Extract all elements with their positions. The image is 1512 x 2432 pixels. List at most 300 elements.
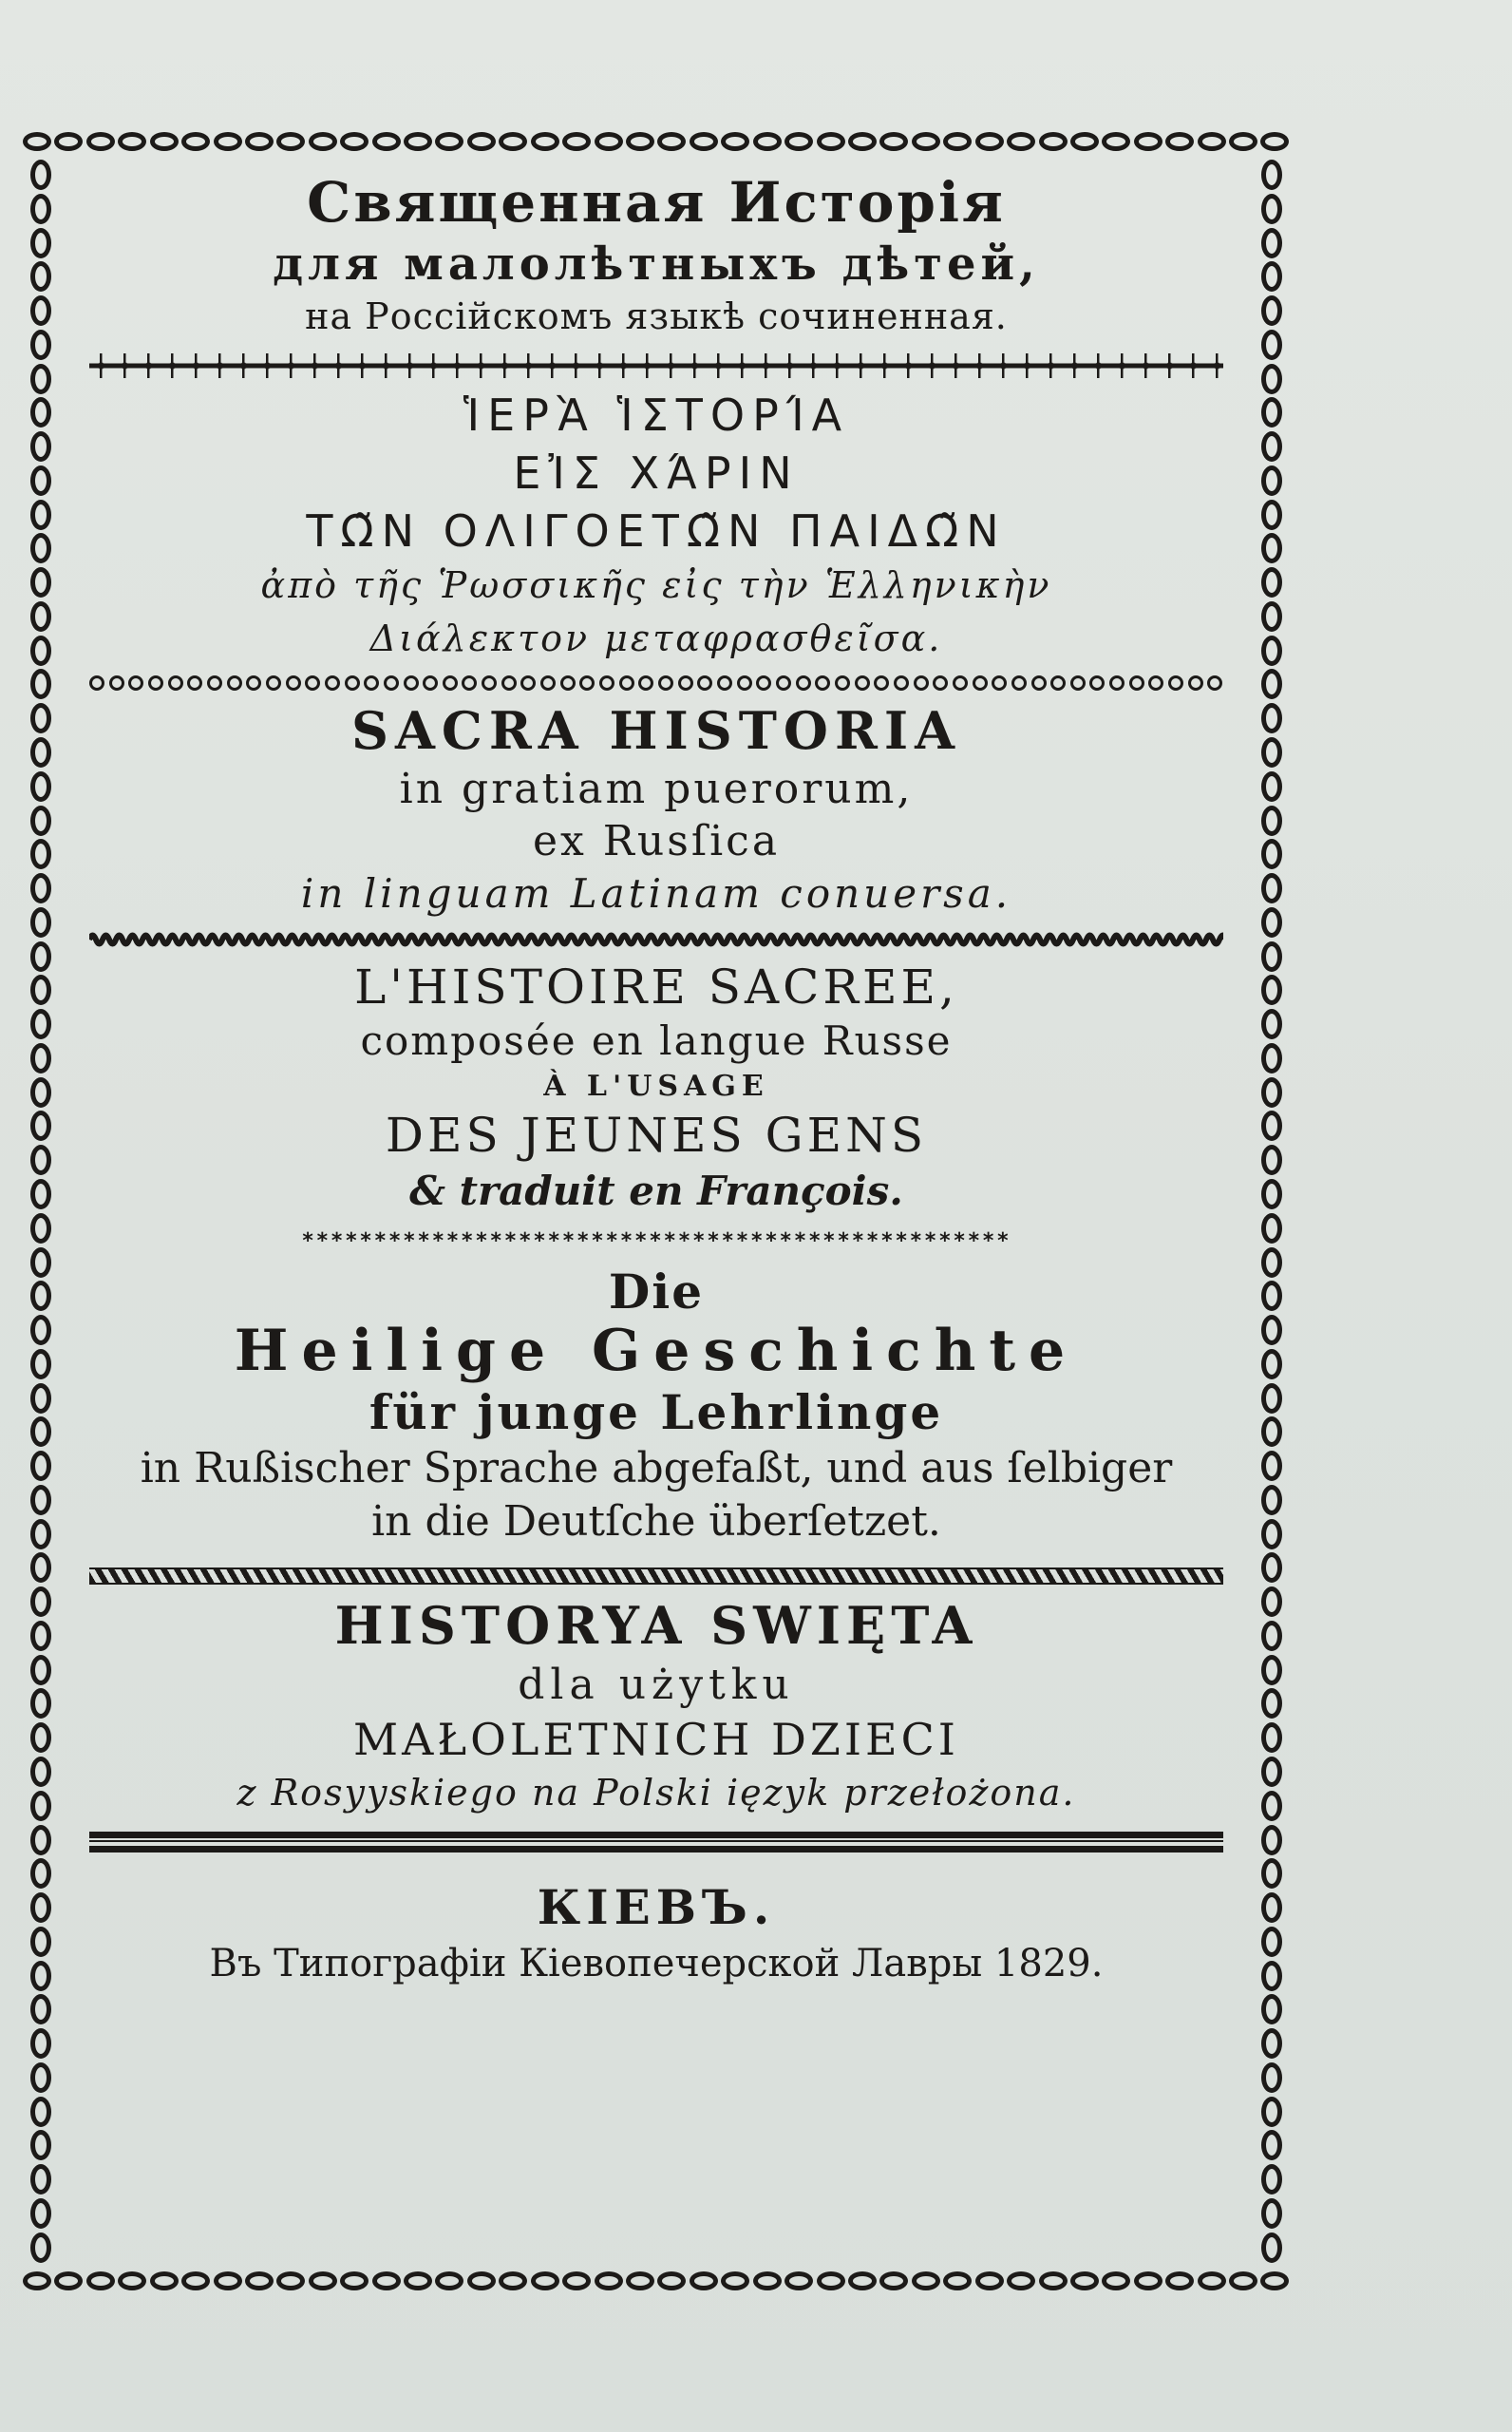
chain-link <box>1261 1994 1282 2024</box>
chain-link <box>181 132 210 151</box>
chain-link <box>30 228 51 258</box>
ring-ornament <box>835 675 850 691</box>
greek-title-block <box>89 391 1223 658</box>
imprint-block <box>89 1881 1223 1985</box>
ring-ornament <box>1070 675 1086 691</box>
chain-link <box>30 1791 51 1821</box>
ring-ornament-divider <box>89 673 1223 694</box>
chain-link <box>30 703 51 733</box>
polish-title-line-4: z Rosyyskiego na Polski ięzyk przełożona. <box>236 1771 1076 1814</box>
chain-link <box>30 1994 51 2024</box>
chain-link <box>30 1416 51 1447</box>
chain-link <box>30 364 51 394</box>
chain-link <box>1070 132 1099 151</box>
chain-link <box>1260 132 1289 151</box>
chain-link <box>54 2271 83 2290</box>
chain-link <box>340 2271 369 2290</box>
ring-ornament <box>345 675 360 691</box>
chain-link <box>23 2271 51 2290</box>
ring-ornament <box>933 675 948 691</box>
ring-ornament <box>168 675 183 691</box>
ring-ornament <box>1050 675 1066 691</box>
chain-link <box>784 132 813 151</box>
ring-ornament <box>266 675 281 691</box>
chain-link <box>1229 2271 1257 2290</box>
chain-link <box>467 2271 496 2290</box>
chain-link <box>1261 941 1282 972</box>
chain-link <box>531 132 559 151</box>
asterisk-ornament-divider: ************************************************* <box>301 1230 1011 1252</box>
chain-link <box>30 1349 51 1379</box>
chain-link <box>1039 132 1068 151</box>
chain-link <box>30 737 51 768</box>
ring-ornament <box>227 675 242 691</box>
twisted-rope-divider <box>89 1568 1223 1585</box>
german-title-block <box>89 1265 1223 1546</box>
chain-border-top <box>23 124 1290 160</box>
ring-ornament <box>973 675 988 691</box>
chain-link <box>30 1451 51 1481</box>
chain-link <box>1261 1552 1282 1583</box>
chain-link <box>1261 1451 1282 1481</box>
chain-link <box>1165 2271 1194 2290</box>
chain-link <box>30 533 51 563</box>
ring-ornament <box>520 675 536 691</box>
chain-link <box>1261 1281 1282 1311</box>
chain-link <box>30 1621 51 1651</box>
chain-link <box>30 1961 51 1991</box>
chain-link <box>309 132 337 151</box>
chain-link <box>30 839 51 869</box>
russian-title-line-1: Священная Исторія <box>307 170 1006 235</box>
chain-link <box>1261 1315 1282 1345</box>
chain-link <box>1261 737 1282 768</box>
ring-ornament <box>1011 675 1027 691</box>
double-rule-divider <box>89 1832 1223 1852</box>
chain-link <box>1261 1621 1282 1651</box>
chain-link <box>1261 1485 1282 1515</box>
chain-link <box>30 1858 51 1889</box>
chain-link <box>1261 873 1282 903</box>
chain-link <box>150 2271 179 2290</box>
chain-link <box>1261 228 1282 258</box>
chain-link <box>1261 1825 1282 1855</box>
chain-link <box>1198 2271 1226 2290</box>
chain-link <box>626 2271 654 2290</box>
chain-link <box>181 2271 210 2290</box>
ring-ornament <box>109 675 124 691</box>
greek-title-line-3: ΤΩ͂Ν ΟΛΙΓΟΕΤΩ͂Ν ΠΑΙΔΩ͂Ν <box>306 504 1007 557</box>
chain-link <box>30 1009 51 1039</box>
ring-ornament <box>482 675 497 691</box>
chain-link <box>30 1179 51 1209</box>
ring-ornament <box>207 675 222 691</box>
chain-link <box>1261 1077 1282 1108</box>
polish-title-block <box>89 1595 1223 1814</box>
chain-link <box>467 132 496 151</box>
chain-link <box>30 567 51 598</box>
chain-link <box>276 2271 305 2290</box>
russian-title-block <box>89 169 1223 336</box>
ring-ornament <box>678 675 693 691</box>
latin-title-line-2: in gratiam puerorum, <box>399 765 914 814</box>
chain-link <box>54 132 83 151</box>
ring-ornament <box>404 675 419 691</box>
ring-ornament <box>1031 675 1047 691</box>
chain-link <box>1261 330 1282 360</box>
ring-ornament <box>717 675 732 691</box>
chain-link <box>1261 1961 1282 1991</box>
russian-title-line-2: для малолѣтныхъ дѣтей, <box>273 237 1040 291</box>
ring-ornament <box>128 675 143 691</box>
ring-ornament <box>1188 675 1203 691</box>
chain-link <box>499 2271 527 2290</box>
chain-link <box>30 2232 51 2263</box>
chain-link <box>23 132 51 151</box>
chain-link <box>848 132 877 151</box>
chain-link <box>1261 2130 1282 2160</box>
chain-link <box>86 132 115 151</box>
chain-link <box>30 1519 51 1549</box>
ring-ornament <box>1129 675 1144 691</box>
chain-link <box>1261 1213 1282 1244</box>
chain-link <box>1261 1655 1282 1685</box>
chain-link <box>1261 1892 1282 1923</box>
chain-border-left <box>23 160 59 2263</box>
chain-link <box>30 1485 51 1515</box>
german-title-line-2: Heilige Geschichte <box>234 1317 1079 1384</box>
chain-link <box>690 132 718 151</box>
chain-link <box>817 132 845 151</box>
imprint-city: КІЕВЪ. <box>537 1879 776 1936</box>
ring-ornament <box>305 675 320 691</box>
ring-ornament <box>246 675 261 691</box>
chain-link <box>1261 1416 1282 1447</box>
french-title-line-5: & traduit en François. <box>409 1168 903 1215</box>
chain-link <box>30 1145 51 1175</box>
imprint-press: Въ Типографіи Кіевопечерской Лавры 1829. <box>209 1942 1104 1986</box>
chain-link <box>975 132 1004 151</box>
chain-link <box>30 1383 51 1414</box>
chain-link <box>1261 1927 1282 1957</box>
ring-ornament <box>992 675 1007 691</box>
greek-title-line-1: ἹΕΡᾺ ἹΣΤΟΡΊΑ <box>463 390 850 442</box>
chain-link <box>595 2271 623 2290</box>
chain-link <box>848 2271 877 2290</box>
chain-link <box>214 132 242 151</box>
chain-link <box>118 2271 146 2290</box>
chain-link <box>784 2271 813 2290</box>
chain-link <box>276 132 305 151</box>
ring-ornament <box>697 675 712 691</box>
chain-link <box>1261 1858 1282 1889</box>
chain-link <box>30 295 51 326</box>
chain-link <box>1134 2271 1162 2290</box>
ring-ornament <box>756 675 771 691</box>
chain-link <box>1039 2271 1068 2290</box>
chain-link <box>562 132 591 151</box>
russian-title-line-3: на Россійскомъ языкѣ сочиненная. <box>305 294 1008 337</box>
chain-link <box>817 2271 845 2290</box>
chain-link <box>30 873 51 903</box>
chain-link <box>30 1315 51 1345</box>
chain-link <box>626 132 654 151</box>
latin-title-block <box>89 699 1223 917</box>
chain-link <box>245 132 274 151</box>
chain-link <box>690 2271 718 2290</box>
chain-border-bottom <box>23 2263 1290 2299</box>
chain-link <box>1261 1383 1282 1414</box>
ring-ornament <box>325 675 340 691</box>
greek-title-line-2: ΕἸΣ ΧΆΡΙΝ <box>513 446 800 499</box>
ring-ornament <box>658 675 673 691</box>
chain-link <box>30 975 51 1005</box>
chain-link <box>435 2271 463 2290</box>
chain-link <box>30 261 51 292</box>
chain-link <box>30 806 51 836</box>
chain-link <box>30 1586 51 1617</box>
chain-link <box>1261 466 1282 496</box>
chain-border <box>23 124 1290 2299</box>
chain-link <box>975 2271 1004 2290</box>
chain-link <box>1261 1179 1282 1209</box>
german-title-line-5: in die Deutſche überſetzet. <box>371 1496 941 1546</box>
chain-link <box>30 2062 51 2093</box>
ring-ornament <box>619 675 634 691</box>
ring-ornament <box>187 675 202 691</box>
ring-ornament <box>815 675 830 691</box>
wave-ornament-divider <box>89 929 1223 950</box>
ring-ornament <box>874 675 889 691</box>
chain-link <box>1007 132 1035 151</box>
chain-link <box>1070 2271 1099 2290</box>
ring-ornament <box>560 675 576 691</box>
chain-link <box>1102 132 1130 151</box>
chain-link <box>1102 2271 1130 2290</box>
ring-ornament <box>894 675 909 691</box>
latin-title-line-3: ex Rusſica <box>532 816 781 865</box>
chain-link <box>30 1213 51 1244</box>
cross-ornament-divider <box>89 353 1223 378</box>
chain-link <box>879 132 908 151</box>
ring-ornament <box>364 675 379 691</box>
chain-link <box>1261 364 1282 394</box>
chain-link <box>1261 1111 1282 1141</box>
chain-link <box>1261 295 1282 326</box>
chain-link <box>1261 533 1282 563</box>
ring-ornament <box>1207 675 1222 691</box>
chain-link <box>30 1552 51 1583</box>
ring-ornament <box>638 675 653 691</box>
chain-link <box>1261 160 1282 190</box>
ring-ornament <box>796 675 811 691</box>
ring-ornament <box>737 675 752 691</box>
chain-link <box>30 601 51 632</box>
chain-border-right <box>1254 160 1290 2263</box>
chain-link <box>30 1281 51 1311</box>
chain-link <box>404 2271 432 2290</box>
chain-link <box>1261 2028 1282 2059</box>
ring-ornament <box>914 675 929 691</box>
chain-link <box>30 636 51 666</box>
chain-link <box>30 907 51 938</box>
chain-link <box>1261 261 1282 292</box>
chain-link <box>86 2271 115 2290</box>
ring-ornament <box>443 675 458 691</box>
chain-link <box>753 2271 782 2290</box>
chain-link <box>1261 1688 1282 1719</box>
chain-link <box>657 132 686 151</box>
chain-link <box>912 2271 940 2290</box>
chain-link <box>340 132 369 151</box>
chain-link <box>30 194 51 224</box>
chain-link <box>1229 132 1257 151</box>
chain-link <box>1261 500 1282 530</box>
chain-link <box>1165 132 1194 151</box>
french-title-line-4: DES JEUNES GENS <box>385 1108 928 1164</box>
french-title-line-3: À L'USAGE <box>543 1070 769 1104</box>
chain-link <box>30 1077 51 1108</box>
chain-link <box>1261 636 1282 666</box>
chain-link <box>30 1927 51 1957</box>
chain-link <box>30 160 51 190</box>
french-title-line-2: composée en langue Russe <box>360 1017 953 1065</box>
chain-link <box>1261 1349 1282 1379</box>
chain-link <box>657 2271 686 2290</box>
chain-link <box>562 2271 591 2290</box>
chain-link <box>30 2097 51 2127</box>
chain-link <box>150 132 179 151</box>
ring-ornament <box>462 675 477 691</box>
french-title-line-1: L'HISTOIRE SACREE, <box>354 960 958 1016</box>
chain-link <box>943 2271 972 2290</box>
chain-link <box>30 1757 51 1787</box>
chain-link <box>1261 1519 1282 1549</box>
chain-link <box>1261 771 1282 802</box>
ring-ornament <box>855 675 870 691</box>
chain-link <box>30 1655 51 1685</box>
ring-ornament <box>1168 675 1183 691</box>
ring-ornament <box>501 675 517 691</box>
chain-link <box>1261 703 1282 733</box>
ring-ornament <box>953 675 968 691</box>
chain-link <box>245 2271 274 2290</box>
chain-link <box>1261 1757 1282 1787</box>
chain-link <box>1261 601 1282 632</box>
chain-link <box>1261 2097 1282 2127</box>
chain-link <box>1261 2198 1282 2229</box>
chain-link <box>30 1111 51 1141</box>
chain-link <box>30 1825 51 1855</box>
ring-ornament <box>423 675 438 691</box>
chain-link <box>1261 975 1282 1005</box>
chain-link <box>309 2271 337 2290</box>
chain-link <box>1261 2062 1282 2093</box>
latin-title-line-4: in linguam Latinam conuersa. <box>300 869 1012 917</box>
chain-link <box>1261 806 1282 836</box>
chain-link <box>30 1688 51 1719</box>
greek-title-line-4: ἀπὸ τῆς Ῥωσσικῆς εἰς τὴν Ἑλληνικὴν <box>260 564 1052 607</box>
chain-link <box>1261 1247 1282 1278</box>
ring-ornament <box>1089 675 1105 691</box>
ring-ornament <box>384 675 399 691</box>
french-title-block <box>89 961 1223 1213</box>
chain-link <box>435 132 463 151</box>
chain-link <box>118 132 146 151</box>
ring-ornament <box>599 675 614 691</box>
chain-link <box>30 941 51 972</box>
chain-link <box>1261 567 1282 598</box>
chain-link <box>214 2271 242 2290</box>
ring-ornament <box>540 675 556 691</box>
ring-ornament <box>89 675 104 691</box>
german-title-line-3: für junge Lehrlinge <box>369 1383 944 1440</box>
chain-link <box>372 132 401 151</box>
chain-link <box>30 1722 51 1753</box>
chain-link <box>1261 907 1282 938</box>
ring-ornament <box>148 675 163 691</box>
chain-link <box>30 2198 51 2229</box>
chain-link <box>30 1892 51 1923</box>
greek-title-line-5: Διάλεκτον μεταφρασθεῖσα. <box>369 617 943 659</box>
chain-link <box>1198 132 1226 151</box>
chain-link <box>30 330 51 360</box>
polish-title-line-2: dla użytku <box>518 1660 795 1709</box>
chain-link <box>531 2271 559 2290</box>
chain-link <box>1261 431 1282 462</box>
chain-link <box>1261 839 1282 869</box>
chain-link <box>721 2271 749 2290</box>
chain-link <box>879 2271 908 2290</box>
chain-link <box>499 132 527 151</box>
chain-link <box>1261 669 1282 699</box>
polish-title-line-1: HISTORYA SWIĘTA <box>334 1595 978 1657</box>
latin-title-line-1: SACRA HISTORIA <box>351 699 961 761</box>
chain-link <box>1261 1791 1282 1821</box>
ring-ornament <box>286 675 301 691</box>
german-title-line-1: Die <box>608 1263 705 1320</box>
chain-link <box>1261 1043 1282 1074</box>
chain-link <box>30 2028 51 2059</box>
ring-ornament <box>776 675 791 691</box>
chain-link <box>1261 397 1282 428</box>
chain-link <box>30 2130 51 2160</box>
chain-link <box>1261 1009 1282 1039</box>
ring-ornament <box>1109 675 1125 691</box>
chain-link <box>912 132 940 151</box>
ring-ornament <box>579 675 595 691</box>
chain-link <box>30 1043 51 1074</box>
chain-link <box>1134 132 1162 151</box>
chain-link <box>30 2164 51 2194</box>
chain-link <box>1261 1722 1282 1753</box>
chain-link <box>943 132 972 151</box>
ring-ornament <box>1148 675 1163 691</box>
chain-link <box>30 397 51 428</box>
chain-link <box>404 132 432 151</box>
chain-link <box>30 431 51 462</box>
chain-link <box>1261 194 1282 224</box>
chain-link <box>30 771 51 802</box>
chain-link <box>1007 2271 1035 2290</box>
chain-link <box>595 132 623 151</box>
chain-link <box>30 466 51 496</box>
chain-link <box>30 500 51 530</box>
chain-link <box>1261 1586 1282 1617</box>
chain-link <box>721 132 749 151</box>
chain-link <box>753 132 782 151</box>
polish-title-line-3: MAŁOLETNICH DZIECI <box>353 1714 959 1766</box>
